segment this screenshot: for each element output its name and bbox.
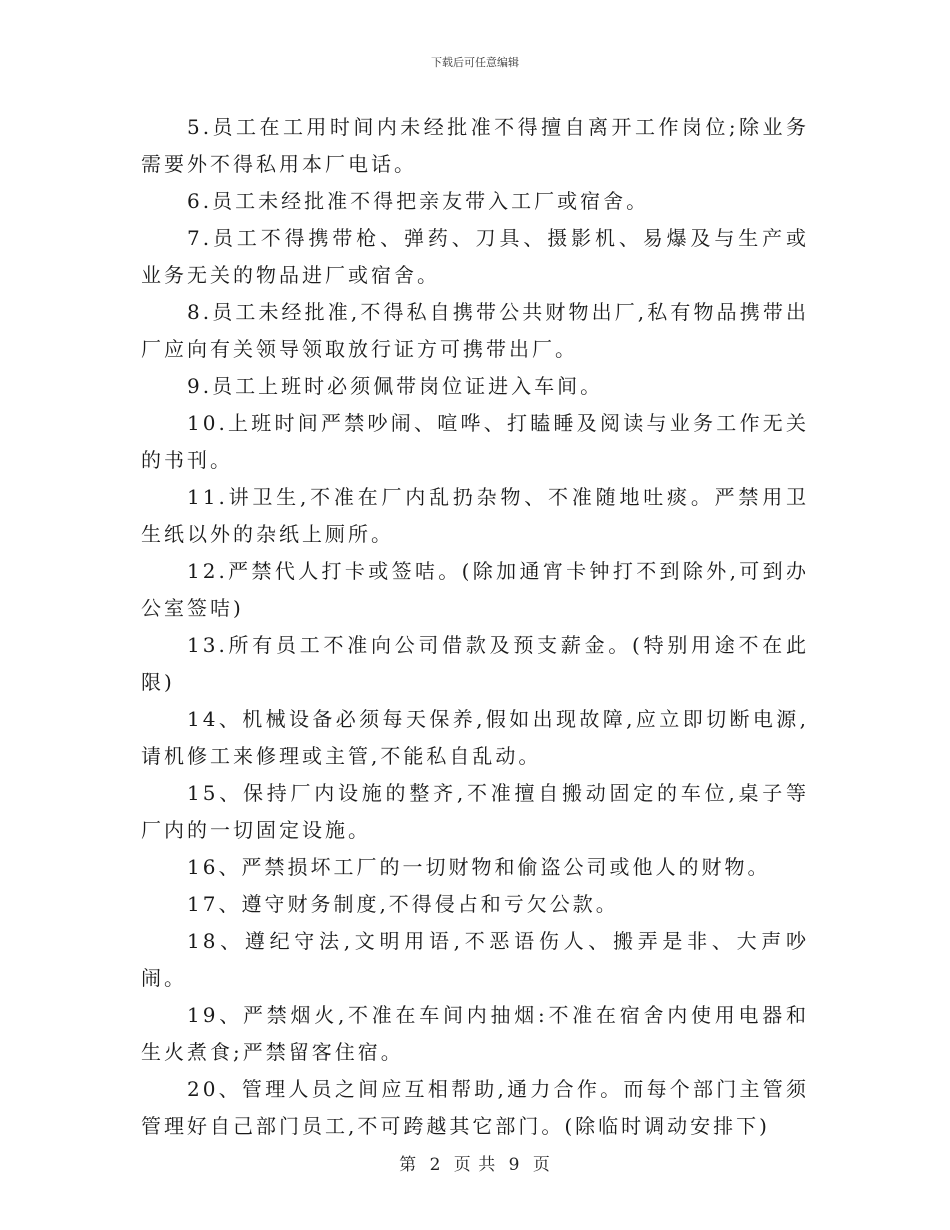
- rule-paragraph: 5.员工在工用时间内未经批准不得擅自离开工作岗位;除业务需要外不得私用本厂电话。: [141, 115, 809, 176]
- total-pages-number: 9: [508, 1155, 521, 1175]
- rule-paragraph: 14、机械设备必须每天保养,假如出现故障,应立即切断电源,请机修工来修理或主管,不能私自乱动。: [141, 707, 809, 768]
- header-note: 下载后可任意编辑: [431, 56, 519, 69]
- rule-paragraph: 18、遵纪守法,文明用语,不恶语伤人、搬弄是非、大声吵闹。: [141, 929, 809, 990]
- page-footer: [0, 1150, 950, 1175]
- rule-paragraph: 13.所有员工不准向公司借款及预支薪金。(特别用途不在此限): [141, 633, 809, 694]
- rule-paragraph: 15、保持厂内设施的整齐,不准擅自搬动固定的车位,桌子等厂内的一切固定设施。: [141, 781, 809, 842]
- current-page-number: 2: [429, 1155, 442, 1175]
- rule-paragraph: 19、严禁烟火,不准在车间内抽烟:不准在宿舍内使用电器和生火煮食;严禁留客住宿。: [141, 1003, 809, 1064]
- rule-paragraph: 20、管理人员之间应互相帮助,通力合作。而每个部门主管须管理好自己部门员工,不可跨越其它部门。(除临时调动安排下): [141, 1077, 809, 1138]
- rule-paragraph: 17、遵守财务制度,不得侵占和亏欠公款。: [187, 892, 619, 916]
- footer-suffix: 页: [532, 1155, 551, 1175]
- rule-paragraph: 7.员工不得携带枪、弹药、刀具、摄影机、易爆及与生产或业务无关的物品进厂或宿舍。: [141, 226, 809, 287]
- rule-paragraph: 12.严禁代人打卡或签咭。(除加通宵卡钟打不到除外,可到办公室签咭): [141, 559, 809, 620]
- footer-prefix: 第: [399, 1155, 418, 1175]
- rule-paragraph: 6.员工未经批准不得把亲友带入工厂或宿舍。: [187, 189, 650, 213]
- rule-paragraph: 16、严禁损坏工厂的一切财物和偷盗公司或他人的财物。: [187, 855, 771, 879]
- footer-middle: 页 共: [453, 1155, 497, 1175]
- document-body: [141, 109, 809, 1145]
- rule-paragraph: 10.上班时间严禁吵闹、喧哗、打瞌睡及阅读与业务工作无关的书刊。: [141, 411, 809, 472]
- rule-paragraph: 9.员工上班时必须佩带岗位证进入车间。: [187, 374, 604, 398]
- rule-paragraph: 8.员工未经批准,不得私自携带公共财物出厂,私有物品携带出厂应向有关领导领取放行证方可携带出厂。: [141, 300, 809, 361]
- rule-paragraph: 11.讲卫生,不准在厂内乱扔杂物、不准随地吐痰。严禁用卫生纸以外的杂纸上厕所。: [141, 485, 809, 546]
